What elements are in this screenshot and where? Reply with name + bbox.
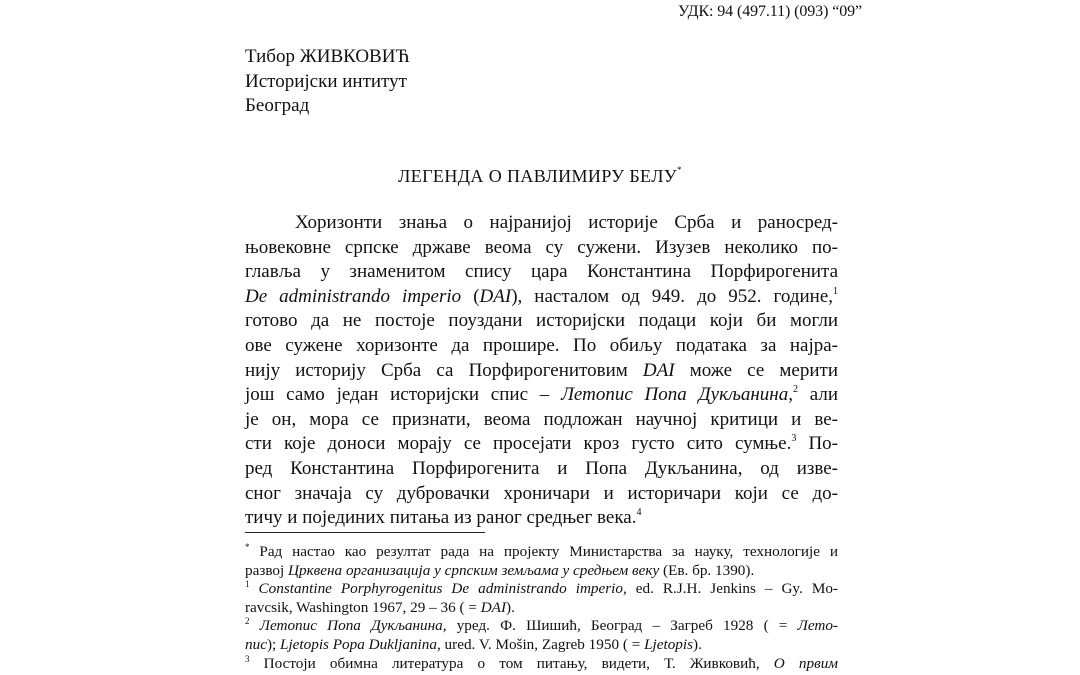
footnote-1-cont: ravcsik, Washington 1967, 29 – 36 ( = DAI). (245, 598, 515, 616)
body-text (245, 211, 838, 531)
article-title: ЛЕГЕНДА О ПАВЛИМИРУ БЕЛУ* (398, 165, 682, 186)
footnote-3: $^3$ Постоји обимна литература о том питању, видети, Т. Живковић, О првим (245, 653, 838, 672)
title-footnote-mark: * (676, 165, 682, 175)
body-line: Хоризонти знања о најранијој историје Срба и раносред- (295, 212, 838, 233)
body-line: главља у знаменитом спису цара Константина Порфирогенита (245, 261, 838, 283)
body-line: De administrando imperio (DAI), насталом од 949. до 952. године,$^1$ (245, 285, 838, 307)
footnote-2-cont: пис); Ljetopis Popa Dukljanina, ured. V. Mošin, Zagreb 1950 ( = Ljetopis). (245, 635, 702, 653)
body-line: ред Константина Порфирогенита и Попа Дукљанина, од изве- (245, 457, 838, 479)
body-line: готово да не постоје поуздани историјски подаци који би могли (245, 310, 838, 332)
author-name: Тибор ЖИВКОВИЋ (245, 46, 410, 67)
footnote-2: $^2$ Летопис Попа Дукљанина, уред. Ф. Шишић, Београд – Загреб 1928 ( = Лето- (245, 616, 838, 635)
footnote-separator (245, 532, 485, 533)
footnote-star-cont: развој Црквена организација у српским земљама у средњем веку (Ев. бр. 1390). (245, 561, 755, 579)
author-block (245, 45, 410, 119)
footnote-ref-1[interactable]: 1 (833, 285, 838, 297)
udk-classification: УДК: 94 (497.11) (093) “09” (678, 3, 862, 20)
footnotes (245, 543, 838, 673)
footnote-ref-3[interactable]: 3 (791, 433, 797, 445)
footnote-ref-2[interactable]: 2 (792, 384, 798, 396)
body-line: тичу и појединих питања из раног средњег века.$^4$ (245, 507, 642, 529)
body-line: сног значаја су дубровачки хроничари и историчари који се до- (245, 482, 838, 504)
author-surname: ЖИВКОВИЋ (299, 46, 410, 67)
body-line: њовековне српске државе веома су сужени. Изузев неколико по- (245, 236, 838, 258)
footnote-ref-4[interactable]: 4 (636, 507, 642, 519)
author-institution: Историјски интитут (245, 70, 407, 92)
body-line: још само један историјски спис – Летопис Попа Дукљанина,$^2$ али (245, 384, 838, 406)
body-line: нију историју Срба са Порфирогенитовим DAI може се мерити (245, 359, 838, 381)
body-line: ове сужене хоризонте да прошире. По обиљу података за најра- (245, 334, 838, 356)
author-city: Београд (245, 95, 310, 116)
footnote-star: * Рад настао као резултат рада на пројекту Министарства за науку, технологије и (245, 542, 838, 560)
body-line: је он, мора се признати, веома подложан научној критици и ве- (245, 408, 838, 430)
body-line: сти које доноси морају се просејати кроз густо сито сумње.$^3$ По- (245, 433, 838, 455)
footnote-1: $^1$ Constantine Porphyrogenitus De administrando imperio, ed. R.J.H. Jenkins – Gy. Mo- (245, 579, 838, 598)
